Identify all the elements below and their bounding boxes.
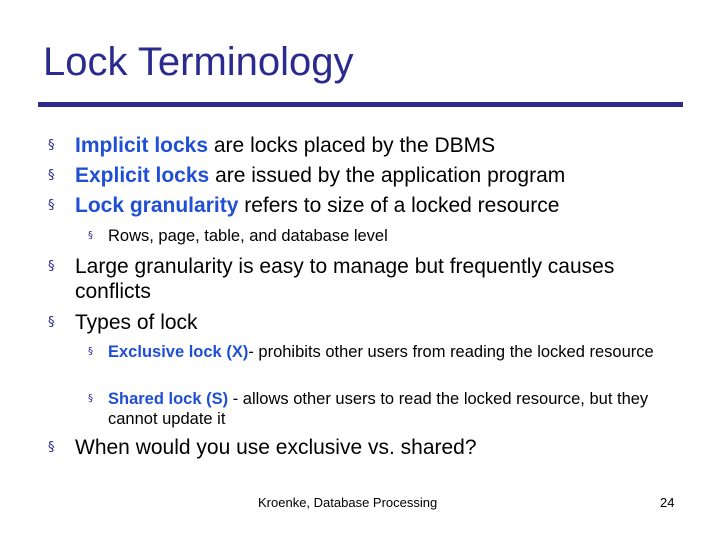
bullet-rest: - allows other users to read the locked resource, but they cannot update it [108, 390, 649, 428]
page-number: 24 [660, 495, 675, 510]
bullet-marker-icon: § [48, 315, 55, 330]
bullet-highlight: Lock granularity [75, 194, 239, 217]
bullet-text: Large granularity is easy to manage but frequently causes conflicts [75, 255, 615, 303]
bullet-rest: refers to size of a locked resource [238, 194, 560, 217]
bullet-text: Types of lock [75, 311, 198, 334]
bullet-rest: are locks placed by the DBMS [208, 134, 496, 157]
footer-source: Kroenke, Database Processing [258, 495, 438, 510]
bullet-rest: are issued by the application program [209, 164, 566, 187]
bullet-text: When would you use exclusive vs. shared? [75, 436, 477, 459]
bullet-highlight: Implicit locks [75, 134, 209, 157]
bullet-highlight: Exclusive lock (X) [108, 343, 249, 361]
bullet-text [108, 389, 668, 429]
bullet-marker-icon: § [48, 259, 55, 274]
bullet-text [75, 133, 675, 158]
bullet-marker-icon: § [88, 230, 93, 241]
bullet-text [75, 193, 675, 218]
bullet-text [75, 163, 675, 188]
bullet-marker-icon: § [48, 138, 55, 153]
bullet-marker-icon: § [48, 440, 55, 455]
bullet-marker-icon: § [48, 198, 55, 213]
bullet-highlight: Explicit locks [75, 164, 210, 187]
bullet-text [108, 342, 668, 362]
bullet-marker-icon: § [48, 168, 55, 183]
bullet-text: Rows, page, table, and database level [108, 227, 388, 245]
title-divider [38, 102, 683, 107]
slide-title: Lock Terminology [43, 40, 354, 84]
bullet-marker-icon: § [88, 346, 93, 357]
bullet-highlight: Shared lock (S) [108, 390, 229, 408]
bullet-marker-icon: § [88, 393, 93, 404]
bullet-rest: - prohibits other users from reading the locked resource [248, 343, 654, 361]
